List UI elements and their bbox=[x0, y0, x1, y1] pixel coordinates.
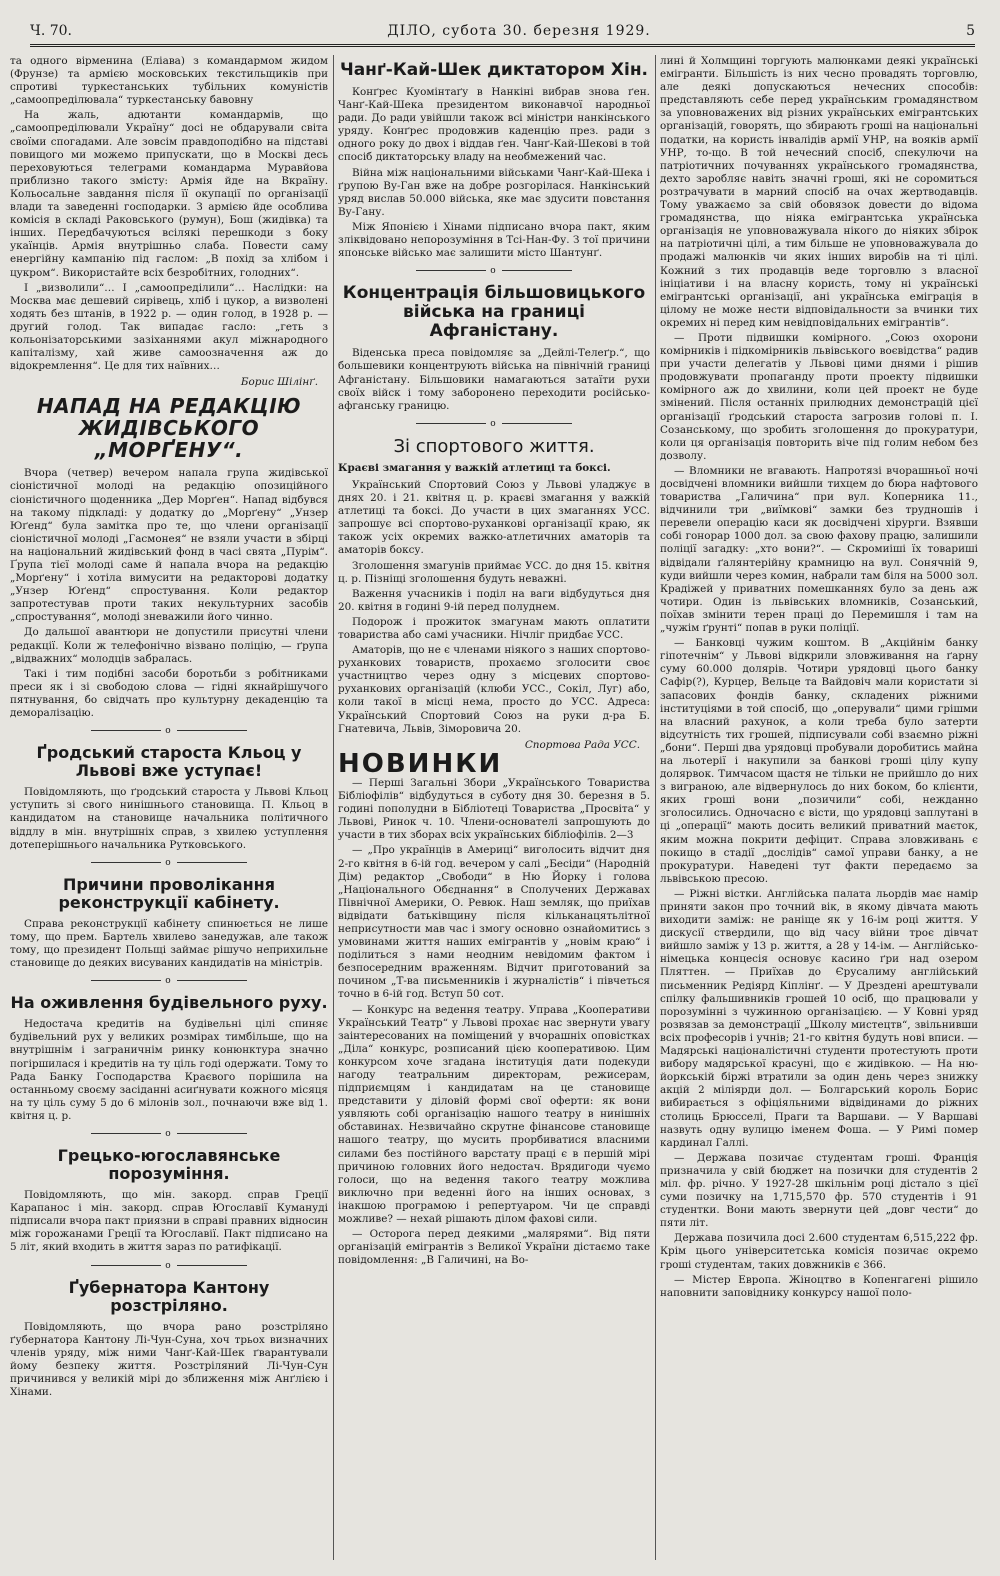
news-item: — Проти підвишки комірного. „Союз охорони комірників і підкомірників львівського воєвідства“ радив при участи делегатів у Львові цими днями і рішив продовжувати пропаганду проти проекту підвишки комірного аж до хвилини, коли цей проект не буде змінений. Після останніх прилюдних демонстрацій цієї організації ґродський староста загрозив голові п. І. Созанському, що зробить зголошення до прокуратури, коли ця організація повторить віче під голим небом без дозволу. bbox=[660, 331, 978, 462]
article-text: та одного вірменина (Еліава) з командармом жидом (Фрунзе) та армією московських текстильщиків при спротиві туркестанських тубільних комуністів „самоопреділювала“ туркестанську бавовну bbox=[10, 55, 328, 107]
column-3 bbox=[660, 55, 978, 1560]
separator: o bbox=[338, 265, 650, 278]
article-text: Важення учасників і поділ на ваги відбудуться дня 20. квітня в годині 9-ій перед полуднем. bbox=[338, 587, 650, 613]
headline-sport: Зі спортового життя. bbox=[393, 435, 595, 457]
article-text: Український Спортовий Союз у Львові уладжує в днях 20. і 21. квітня ц. р. краєві змагання у важкій атлетиці та боксі. До участи в цих змаганнях УСС. запрошує всі спортово-руханкові організації краю, як також усіх окремих важко-атлетичних аматорів та аматорів боксу. bbox=[338, 478, 650, 557]
news-item: — Містер Европа. Жіноцтво в Копенгагені рішило наповнити заповіднику конкурсу нашої поло- bbox=[660, 1273, 978, 1299]
separator: o bbox=[10, 975, 328, 988]
headline-afgan: Концентрація більшовицького війська на границі Афганістану. bbox=[342, 283, 646, 342]
article-text: Повідомляють, що мін. закорд. справ Греції Карапанос і мін. закорд. справ Югославії Кумануді підписали вчора пакт приязни в справі правних відносин між горожанами Греції та Югославії. Пакт підписано на 5 літ, який входить в життя зараз по ратифікації. bbox=[10, 1189, 328, 1254]
news-item: Держава позичила досі 2.600 студентам 6,515,222 фр. Крім цього університетська комісія позичає окремо гроші студентам, таких довжників є 366. bbox=[660, 1232, 978, 1271]
news-item: — „Про українців в Америці“ виголосить відчит дня 2-го квітня в 6-ій год. вечером у салі „Бесіди“ (Народній Дім) редактор „Свободи“ в Ню Йорку і голова „Національного Обєднання“ в Сполучених Державах Північної Америки, О. Ревюк. Наш земляк, що приїхав відвідати батьківщину після кільканацятьлітної неприсутности мав час і змогу основно ознайомитись з умовинами життя наших емігрантів у „новім краю“ і поділиться з нами неодним невідомим фактом і безпосередним враженням. Відчит приготований за почином „Т-ва письменників і журналістів“ і півчеться точно в 6-ій год. Вступ 50 сот. bbox=[338, 844, 650, 1001]
article-signature: Спортова Рада УСС. bbox=[524, 738, 640, 751]
article-text: Повідомляють, що вчора рано розстріляно ґубернатора Кантону Лі-Чун-Суна, хоч трьох визначних членів уряду, між ними Чанґ-Кай-Шек ґварантували йому безпеку життя. Розстріляний Лі-Чун-Сун причинився у великій мірі до зближення між Анґлією і Хінами. bbox=[10, 1320, 328, 1399]
section-title-novynky: НОВИНКИ bbox=[338, 748, 503, 779]
article-text: Недостача кредитів на будівельні цілі спиняє будівельний рух у великих розмірах тимбільше, що на внутрішнім і заграничнім ринку конюнктура значно погіршилася і кредитів на ту ціль годі одержати. Тому то Рада Банку Господарства Краєвого порішила на останньому своєму засіданні асиґнувати кожного місяця на ту ціль суму 5 до 6 мілонів зол., почнаючи вже від 1. квітня ц. р. bbox=[10, 1018, 328, 1122]
article-text: І „визволили“… І „самоопреділили“… Наслідки: на Москва має дешевий сирівець, хліб і цукор, а визволені ходять без штанів, в 1922 р. — один голод, в 1928 р. — другий голод. Так випадає гасло: „геть з кольонізаторськими зазіханнями акул міжнародного капіталізму, хай живе самоозначення аж до відокремлення“. Це для тих наївних… bbox=[10, 281, 328, 373]
news-item: — Осторога перед деякими „малярями“. Від пяти організацій емігрантів з Великої України дістаємо таке повідомлення: „В Галичині, на Во- bbox=[338, 1228, 650, 1267]
article-text: Справа реконструкції кабінету спинюється не лише тому, що прем. Бартель хвилево занедужав, але також тому, що президент Польщі займає рішучо неприхильне становище до деяких висуваних кандидатів на міністрів. bbox=[10, 917, 328, 970]
headline-prychyny: Причини проволікання реконструкції кабінету. bbox=[58, 874, 280, 912]
article-text: Такі і тим подібні засоби боротьби з робітниками преси як і зі свободою слова — гідні якнайрішучого пятнування, бо свідчать про культурну декаденцію та деморалізацію. bbox=[10, 667, 328, 720]
article-text: Аматорів, що не є членами ніякого з наших спортово-руханкових товариств, прохаємо зголосити своє участництво через одну з місцевих спортово-руханкових організацій (клюби УСС., Сокіл, Луг) або, коли такої в місці нема, просто до УСС. Адреса: Український Спортовий Союз на руки д-ра Б. Гнатевича, Львів, Зіморовича 20. bbox=[338, 644, 650, 735]
news-item: — Перші Загальні Збори „Українського Товариства Бібліофілів“ відбудуться в суботу дня 30. березня в 5. годині пополудни в Бібліотеці Товариства „Просвіта“ у Львові, Ринок ч. 10. Члени-основателі запрошують до участи в тих зборах всіх українських бібліофілів. 2—3 bbox=[338, 776, 650, 842]
article-text: Зголошення змагунів приймає УСС. до дня 15. квітня ц. р. Пізніщі зголошення будуть неважні. bbox=[338, 559, 650, 585]
headline-napad: НАПАД НА РЕДАКЦІЮ ЖИДІВСЬКОГО „МОРҐЕНУ“. bbox=[36, 394, 302, 463]
news-item: — Ріжні вістки. Англійська палата льордів має намір приняти закон про точний вік, в якому дівчата мають виходити заміж: не раніще як у 16-ім році життя. У дискусії ствердили, що від часу війни троє дівчат вийшло заміж у 13 р. життя, а 28 у 14-ім. — Англійсько-німецька концесія основує касино ґри над озером Пляттен. — Приїхав до Єрусалиму англійський письменник Редіярд Кіплінґ. — У Дрездені арештували спілку фальшивників грошей 10 осіб, що працювали у порозумінні з чужинною організацією. — У Ковні уряд розвязав за демонстрації „Школу мистецтв“, звільнивши всіх професорів і учнів; 21-го квітня будуть нові вписи. — Мадярські націоналістичні студенти протестують проти вибору мадярської красуні, що є жидівкою. — На ню-йоркській біржі втратили за один день через знижку акцій 2 міліярди дол. — Болгарський король Борис вибирається з офіціяльними відвідинами до ріжних столиць Брюсселі, Праги та Варшави. — У Варшаві назвуть одну вулицю іменем Фоша. — У Римі помер кардинал Галлі. bbox=[660, 887, 978, 1149]
article-text: До дальшої авантюри не допустили присутні члени редакції. Коли ж телефонічно візвано поліцію, — ґрупа „відважних“ молодців забралась. bbox=[10, 626, 328, 665]
article-subheading: Краєві змагання у важкій атлетиці та боксі. bbox=[338, 461, 611, 474]
article-text: На жаль, адютанти командармів, що „самоопреділювали Україну“ досі не обдарували світа своїми спогадами. Але зовсім правдоподібно на підставі повищого ми можемо припускати, що в Москві десь переховуються телеграми командарма Муравйова приблизно такого змісту: Армія йде на Вкраїну. Кольосальне завдання після її окупації по організації влади та заведенні господарки. З армією йде особлива комісія в складі Раковського (румун), Бош (жидівка) та інших. Передбачуються всілякі перешкоди з боку укаїнців. Армія внутрішньо слаба. Повести саму енергійну кампанію під гаслом: „В похід за хлібом і цукром“. Використайте всіх безробітних, голодних“. bbox=[10, 109, 328, 279]
separator: o bbox=[338, 418, 650, 431]
separator: o bbox=[10, 1128, 328, 1141]
article-text: Подорож і прожиток змагунам мають оплатити товариства або самі учасники. Нічліг придбає УСС. bbox=[338, 615, 650, 641]
newspaper-title-date: ДІЛО, субота 30. березня 1929. bbox=[387, 23, 651, 39]
masthead bbox=[30, 18, 975, 47]
article-text: Віденська преса повідомляє за „Дейлі-Телеґр.“, що большевики концентрують війська на північній границі Афганістану. Більшовики намагаються затаїти рухи своїх війск і тому заборонено переходити російсько-афганську границю. bbox=[338, 347, 650, 412]
headline-grecko: Грецько-югославянське порозуміння. bbox=[57, 1146, 281, 1184]
headline-ozhyvlennia: На оживлення будівельного руху. bbox=[10, 993, 328, 1013]
column-1 bbox=[10, 55, 328, 1560]
column-2 bbox=[338, 55, 650, 1560]
separator: o bbox=[10, 1260, 328, 1273]
column-rule-1 bbox=[333, 55, 334, 1560]
issue-number: Ч. 70. bbox=[30, 23, 72, 39]
article-text: Повідомляють, що ґродський староста у Львові Кльоц уступить зі свого нинішнього становища. П. Кльоц в кандидатом на становище начальника політичного віддлу в мін. внутрішніх справ, з хвилею уступлення дотеперішнього начальника Рутковського. bbox=[10, 786, 328, 851]
news-item: — Держава позичає студентам гроші. Франція призначила у свій бюджет на позички для студентів 2 міл. фр. річно. У 1927-28 шкільнім році дістало з цієї суми позичку на 1,715,570 фр. 570 студентів і 91 студентки. Вони мають звернути цей „довг чести“ до пяти літ. bbox=[660, 1151, 978, 1230]
page-number: 5 bbox=[966, 23, 975, 39]
article-text: Війна між національними військами Чанґ-Кай-Шека і ґрупою Ву-Ган вже на добре розгорілася. Нанкінський уряд вислав 50.000 війська, яке має здусити повстання Ву-Гану. bbox=[338, 166, 650, 218]
news-item: — Вломники не вгавають. Напротязі вчорашньої ночі досвідчені вломники вийшли тихцем до бюра нафтового товариства „Галичина“ при вул. Коперника 11., відчинили три „виїмкові“ замки без трудношів і перевели операцію каси як досвідчені хірурги. Взявши собі гонорар 1000 дол. за свою фахову працю, залишили поліції загадку: „хто вони?“. — Скромиіші їх товариші відвідали ґалянтерійну крамницю на вул. Сонячній 9, куди вийшли через комин, набрали там біля на 5000 зол. Крадіжей у приватних помешканнях було за день аж чотири. Один із львівських вломників, Созанський, поїхав змінити терен праці до Перемишля і там на „чужім ґрунті“ попав в руки поліції. bbox=[660, 464, 978, 635]
separator: o bbox=[10, 857, 328, 870]
headline-klots: Ґродський староста Кльоц у Львові вже уступає! bbox=[36, 743, 302, 781]
article-signature: Борис Шілінґ. bbox=[240, 376, 318, 389]
news-item: — Банковці чужим коштом. В „Акційнім банку гіпотечнім“ у Львові відкрили зловживання на ґарну суму 60.000 долярів. Чотири урядовці цього банку Сафір(?), Курцер, Вельце та Вайдовіч мали користати зі запасових фондів банку, складених ріжними інституціями в той спосіб, що „оперували“ цими грішми на власний рахунок, а коли треба було затерти відсутність тих грошей, підписували собі взаємно ріжні „бони“. Перші два урядовці пробували доробитись майна на льотерії і накупили за банкові гроші цілу купу долярвок. Тимчасом щастя не тільки не прийшло до них з виграною, але відвернулось до них боком, бо клієнти, яких гроші вони „позичили“ собі, нежданно зголосились. Одночасно є вісти, що урядовці заплутані в ці „операції“ мають досить великий приватний маєток, яким можна покрити дефіцит. Справа зловживань є покищо в стадії „дослідів“ самої управи банку, а не прокуратури. Наведені тут факти передаємо за львівською пресою. bbox=[660, 637, 978, 885]
headline-kanton: Ґубернатора Кантону розстріляно. bbox=[68, 1277, 270, 1315]
news-item: — Конкурс на ведення театру. Управа „Кооперативи Український Театр“ у Львові прохає нас звернути увагу заінтересованих на поміщений у вчорашніх оповістках „Діла“ конкурс, розписаний цією кооперативою. Цим конкурсом хоче згадана інституція дати подекуди нагоду театральним директорам, режисерам, підприємцям і кандидатам на це становище представити у діловій формі свої оферти: як вони уявляють собі організацію нашого театру в нинішніх обставинах. Незвичайно скрутне фінансове становище нашого театру, що мусить прорбиватися власними силами без постійного варстату праці є в першій мірі причиною головних його недостач. Врядигоди чуємо голоси, що на ведення такого театру можлива виключно при веденні його на інших основах, з інакшою програмою і репертуаром. Чи це справді можливе? — нехай рішають ділом фахові сили. bbox=[338, 1003, 650, 1226]
separator: o bbox=[10, 725, 328, 738]
article-text: Вчора (четвер) вечером напала група жидівської сіоністичної молоді на редакцію опозиційного сіоністичного щоденника „Дер Морґен“. Напад відбувся на такому підкладі: у додатку до „Морґену“ „Унзер Юґенд“ була замітка про те, що члени організації сіоністичної молоді „Гасмонея“ не взяли участи в збірці на національний жидівський фонд в часі свята „Пурім“. Ґрупа тієї молоді саме й напала вчора на редакцію „Морґену“ і хотіла вимусити на редакторові додатку „Унзер Юґенд“ спростування. Коли редактор запротестував проти таких некультурних засобів „спростування“, молоді зневажили його чинно. bbox=[10, 467, 328, 624]
headline-chang: Чанґ-Кай-Шек диктатором Хін. bbox=[339, 60, 649, 80]
article-text: Конґрес Куомінтаґу в Нанкіні вибрав знова ґен. Чанґ-Кай-Шека президентом виконавчої народньої ради. До ради увійшли також всі міністри нанкінського уряду. Конґрес продовжив кaденцію през. ради з одного року до двох і віддав ґен. Чанґ-Кай-Шекові в той спосіб диктаторську владу на необмежений час. bbox=[338, 86, 650, 164]
article-text: Між Японією і Хінами підписано вчора пакт, яким зліквідовано непорозуміння в Тсі-Нан-Фу. З тої причини японське військо має залишити місто Шантунґ. bbox=[338, 220, 650, 260]
column-rule-2 bbox=[655, 55, 656, 1560]
news-item: лині й Холмщині торгують малюнками деякі українські емігранти. Більшість із них чесно провадять торговлю, але деякі допускаються нечесних способів: представляють себе перед українським громадянством за уповноважених від різних українських емігрантських організацій, говорять, що збирають гроші на національні податки, на користь інвалідів армії УНР, на вояків армії УНР, то-що. В той нечесний спосіб, спекулючи на патріотичних почуваннях українського громадянства, дехто заробляє навіть значні гроші, які не соромиться розтрачувати в марний спосіб на очах жертводавців. Тому уважаємо за свій обовязок довести до відома громадянства, що ніяка емігрантська українська організація не уповноважувала нікого до ніяких збірок на патріотичні цілі, а тим більше не уповноважувала до продажі малюнків чи яких інших виробів на ті цілі. Кожний з тих продавців веде торговлю з власної ініціативи і на власну користь, тому ні українські емігрантські організації, ані українська еміграція в цілому не може нести відповідальности за вчинки тих окремих ні перед ким невідповідальних емігрантів“. bbox=[660, 55, 978, 329]
